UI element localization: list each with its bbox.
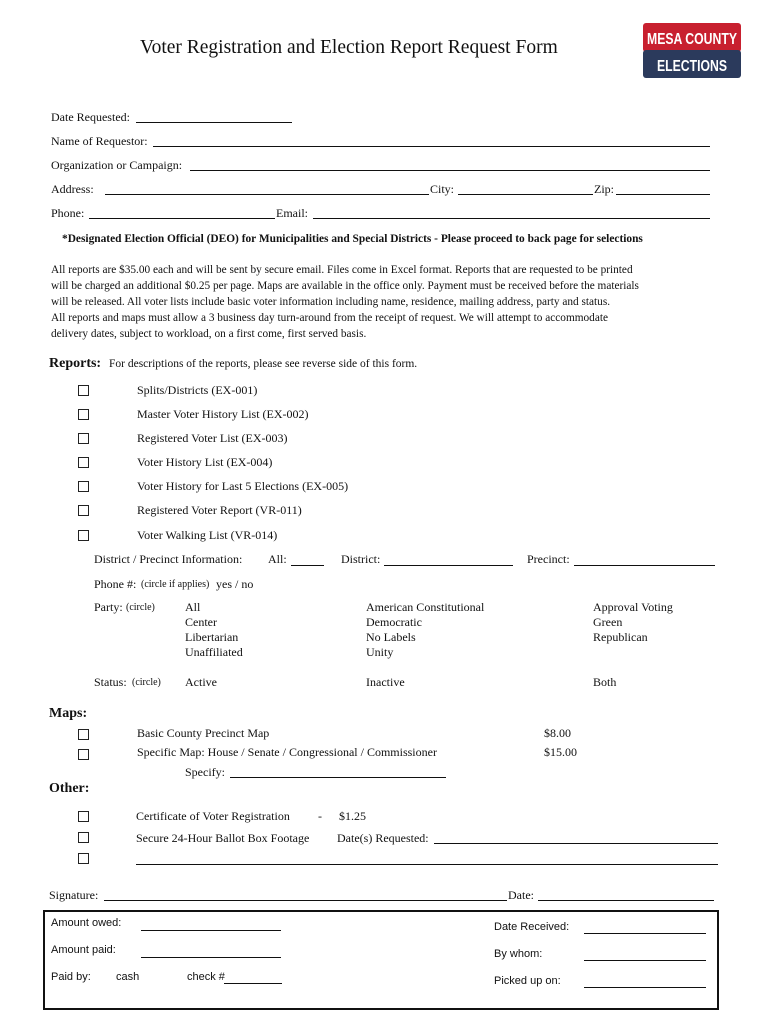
report-checkbox-vr011[interactable] [78, 505, 89, 516]
phone-number-note: (circle if applies) [141, 579, 210, 590]
maps-heading: Maps: [49, 706, 88, 721]
status-option-inactive[interactable]: Inactive [366, 675, 405, 689]
svg-text:ELECTIONS: ELECTIONS [657, 58, 728, 75]
specify-field[interactable] [230, 777, 446, 778]
party-option[interactable]: American Constitutional [366, 600, 485, 614]
party-option[interactable]: Unaffiliated [185, 645, 243, 659]
party-option[interactable]: Green [593, 615, 623, 629]
report-checkbox-ex002[interactable] [78, 409, 89, 420]
city-field[interactable] [458, 194, 593, 195]
check-number-field[interactable] [224, 983, 282, 984]
paid-by-label: Paid by: [51, 971, 91, 983]
dates-requested-field[interactable] [434, 843, 718, 844]
party-option[interactable]: Republican [593, 630, 648, 644]
dates-requested-label: Date(s) Requested: [337, 831, 429, 845]
party-option[interactable]: All [185, 600, 201, 614]
other-checkbox-certificate[interactable] [78, 811, 89, 822]
all-label: All: [268, 552, 287, 566]
district-field[interactable] [384, 565, 513, 566]
amount-paid-label: Amount paid: [51, 944, 116, 956]
city-label: City: [430, 182, 455, 196]
map-checkbox-specific[interactable] [78, 749, 89, 760]
name-of-requestor-label: Name of Requestor: [51, 134, 148, 148]
status-option-both[interactable]: Both [593, 675, 617, 689]
party-option[interactable]: Center [185, 615, 217, 629]
other-price-certificate: $1.25 [339, 809, 366, 823]
zip-field[interactable] [616, 194, 710, 195]
report-checkbox-ex005[interactable] [78, 481, 89, 492]
amount-owed-label: Amount owed: [51, 917, 122, 929]
report-label-ex003: Registered Voter List (EX-003) [137, 431, 288, 445]
info-line-2: will be charged an additional $0.25 per page. Maps are available in the office only. Payment must be received before the materials [51, 280, 639, 292]
amount-owed-field[interactable] [141, 930, 281, 931]
check-label: check # [187, 971, 225, 983]
by-whom-label: By whom: [494, 948, 543, 960]
party-label: Party: [94, 600, 123, 614]
report-label-ex004: Voter History List (EX-004) [137, 455, 273, 469]
other-heading: Other: [49, 781, 90, 796]
page-title: Voter Registration and Election Report Request Form [140, 37, 558, 58]
other-label-ballot-footage: Secure 24-Hour Ballot Box Footage [136, 831, 310, 845]
party-option[interactable]: Approval Voting [593, 600, 673, 614]
other-checkbox-ballot-footage[interactable] [78, 832, 89, 843]
report-checkbox-ex004[interactable] [78, 457, 89, 468]
status-label: Status: [94, 675, 127, 689]
signature-label: Signature: [49, 888, 99, 902]
name-of-requestor-field[interactable] [153, 146, 710, 147]
amount-paid-field[interactable] [141, 957, 281, 958]
address-field[interactable] [105, 194, 429, 195]
reports-note: For descriptions of the reports, please see reverse side of this form. [109, 358, 418, 370]
signature-field[interactable] [104, 900, 507, 901]
report-label-ex001: Splits/Districts (EX-001) [137, 383, 258, 397]
report-label-vr011: Registered Voter Report (VR-011) [137, 503, 302, 517]
party-option[interactable]: Unity [366, 645, 394, 659]
info-line-1: All reports are $35.00 each and will be sent by secure email. Files come in Excel format. Reports that are requested to be printed [51, 264, 633, 276]
all-field[interactable] [291, 565, 324, 566]
map-price-basic: $8.00 [544, 726, 571, 740]
phone-label: Phone: [51, 206, 85, 220]
cash-option[interactable]: cash [116, 971, 140, 983]
precinct-label: Precinct: [527, 552, 570, 566]
mesa-county-elections-logo [643, 23, 741, 78]
other-checkbox-blank[interactable] [78, 853, 89, 864]
zip-label: Zip: [594, 182, 614, 196]
other-label-certificate: Certificate of Voter Registration [136, 809, 290, 823]
by-whom-field[interactable] [584, 960, 706, 961]
report-checkbox-ex003[interactable] [78, 433, 89, 444]
info-line-4: All reports and maps must allow a 3 business day turn-around from the receipt of request. We will attempt to accommodate [51, 312, 608, 324]
email-label: Email: [276, 206, 308, 220]
district-precinct-label: District / Precinct Information: [94, 552, 243, 566]
party-option[interactable]: Democratic [366, 615, 422, 629]
party-option[interactable]: Libertarian [185, 630, 239, 644]
report-checkbox-vr014[interactable] [78, 530, 89, 541]
report-label-ex005: Voter History for Last 5 Elections (EX-005) [137, 479, 349, 493]
specify-label: Specify: [185, 765, 225, 779]
date-requested-field[interactable] [136, 122, 292, 123]
map-price-specific: $15.00 [544, 745, 577, 759]
phone-yes-no-options[interactable]: yes / no [216, 577, 254, 591]
svg-text:MESA COUNTY: MESA COUNTY [647, 31, 738, 48]
reports-heading: Reports: [49, 356, 102, 371]
address-label: Address: [51, 182, 94, 196]
report-label-ex002: Master Voter History List (EX-002) [137, 407, 309, 421]
organization-field[interactable] [190, 170, 710, 171]
info-line-3: will be released. All voter lists include basic voter information including name, residence, mailing address, party and status. [51, 296, 611, 308]
other-dash: - [318, 809, 322, 823]
map-label-basic: Basic County Precinct Map [137, 726, 270, 740]
organization-label: Organization or Campaign: [51, 158, 183, 172]
email-field[interactable] [313, 218, 710, 219]
info-line-5: delivery dates, subject to workload, on a first come, first served basis. [51, 328, 367, 340]
status-option-active[interactable]: Active [185, 675, 217, 689]
phone-field[interactable] [89, 218, 275, 219]
status-note: (circle) [132, 677, 161, 688]
party-option[interactable]: No Labels [366, 630, 416, 644]
signature-date-label: Date: [508, 888, 534, 902]
date-received-field[interactable] [584, 933, 706, 934]
phone-number-label: Phone #: [94, 577, 137, 591]
picked-up-on-field[interactable] [584, 987, 706, 988]
date-requested-label: Date Requested: [51, 110, 130, 124]
precinct-field[interactable] [574, 565, 715, 566]
map-label-specific: Specific Map: House / Senate / Congressional / Commissioner [137, 745, 437, 759]
district-label: District: [341, 552, 381, 566]
date-received-label: Date Received: [494, 921, 570, 933]
picked-up-on-label: Picked up on: [494, 975, 561, 987]
map-checkbox-basic[interactable] [78, 729, 89, 740]
party-note: (circle) [126, 602, 155, 613]
deo-notice: *Designated Election Official (DEO) for Municipalities and Special Districts - Please proceed to back page for selections [62, 233, 643, 245]
report-label-vr014: Voter Walking List (VR-014) [137, 528, 278, 542]
report-checkbox-ex001[interactable] [78, 385, 89, 396]
signature-date-field[interactable] [538, 900, 714, 901]
other-blank-field[interactable] [136, 864, 718, 865]
